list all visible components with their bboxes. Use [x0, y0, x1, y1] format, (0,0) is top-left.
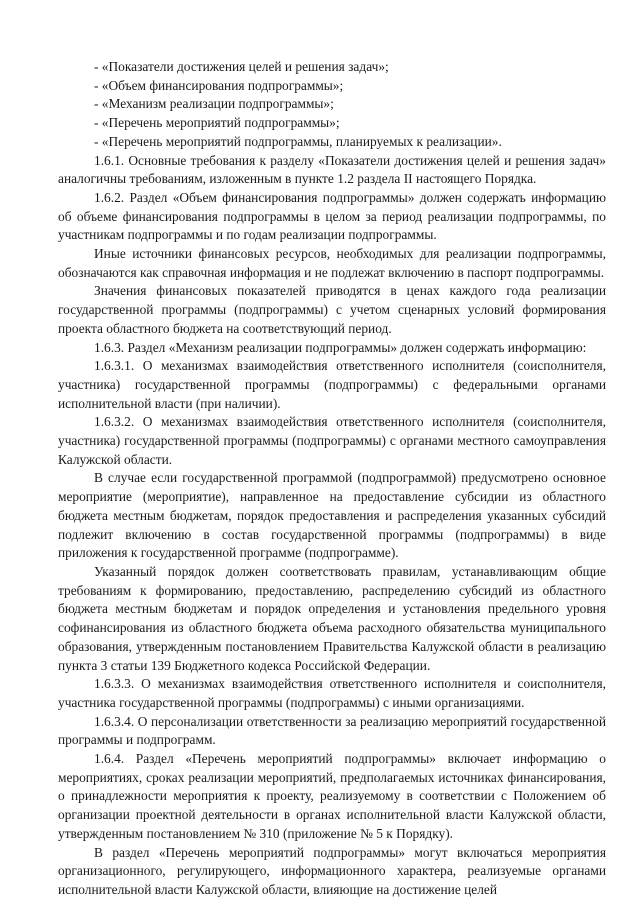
section-list	[94, 58, 606, 152]
paragraph-1-6-3: 1.6.3. Раздел «Механизм реализации подпрограммы» должен содержать информацию:	[94, 339, 587, 355]
paragraph-1-6-2: 1.6.2. Раздел «Объем финансирования подпрограммы» должен содержать информацию об объеме финансирования подпрограммы в целом за период реализации подпрограммы, по участникам подпрограммы и по годам реализации подпрограммы.	[58, 189, 606, 243]
paragraph-1-6-3-1: 1.6.3.1. О механизмах взаимодействия ответственного исполнителя (соисполнителя, участника) государственной программы (подпрограммы) с федеральными органами исполнительной власти (при наличии).	[58, 358, 606, 411]
paragraph-subsidies: В случае если государственной программой (подпрограммой) предусмотрено основное мероприятие (мероприятие), направленное на предоставление субсидии из областного бюджета местным бюджетам, порядок предоставления и распределения указанных субсидий подлежит включению в состав государственной программы (подпрограммы) в виде приложения к государственной программе (подпрограмме).	[58, 470, 606, 561]
list-item: - «Механизм реализации подпрограммы»;	[94, 96, 334, 112]
list-item: - «Показатели достижения целей и решения задач»;	[94, 59, 389, 74]
paragraph-1-6-1: 1.6.1. Основные требования к разделу «Показатели достижения целей и решения задач» аналогичны требованиям, изложенным в пункте 1.2 раздела II настоящего Порядка.	[58, 152, 606, 187]
paragraph-procedure: Указанный порядок должен соответствовать правилам, устанавливающим общие требованиям к формированию, предоставлению, распределению субсидий из областного бюджета местным бюджетам и порядок определения и установления предельного уровня софинансирования из областного бюджета объема расходного обязательства муниципального образования, утвержденным постановлением Правительства Калужской области в реализацию пункта 3 статьи 139 Бюджетного кодекса Российской Федерации.	[58, 563, 606, 673]
paragraph-1-6-3-3: 1.6.3.3. О механизмах взаимодействия ответственного исполнителя и соисполнителя, участника государственной программы (подпрограммы) с иными организациями.	[58, 676, 606, 710]
list-item: - «Объем финансирования подпрограммы»;	[94, 77, 344, 93]
list-item: - «Перечень мероприятий подпрограммы»;	[94, 115, 340, 131]
paragraph-other-sources: Иные источники финансовых ресурсов, необходимых для реализации подпрограммы, обозначаются как справочная информация и не подлежат включению в паспорт подпрограммы.	[58, 246, 606, 280]
paragraph-1-6-3-2: 1.6.3.2. О механизмах взаимодействия ответственного исполнителя (соисполнителя, участника) государственной программы (подпрограммы) с органами местного самоуправления Калужской области.	[58, 414, 606, 467]
document-page	[58, 58, 606, 900]
paragraph-1-6-3-4: 1.6.3.4. О персонализации ответственности за реализацию мероприятий государственной программы и подпрограмм.	[58, 713, 606, 748]
paragraph-financial-values: Значения финансовых показателей приводятся в ценах каждого года реализации государственной программы (подпрограммы) с учетом сценарных условий формирования проекта областного бюджета на соответствующий период.	[58, 283, 606, 336]
paragraph-measures: В раздел «Перечень мероприятий подпрограммы» могут включаться мероприятия организационного, регулирующего, информационного характера, реализуемые органами исполнительной власти Калужской области, влияющие на достижение целей	[58, 844, 606, 897]
paragraph-1-6-4: 1.6.4. Раздел «Перечень мероприятий подпрограммы» включает информацию о мероприятиях, сроках реализации мероприятий, предполагаемых источниках финансирования, о принадлежности мероприятия к проекту, реализуемому в соответствии с Положением об организации проектной деятельности в органах исполнительной власти Калужской области, утвержденным постановлением № 310 (приложение № 5 к Порядку).	[58, 751, 606, 841]
list-item: - «Перечень мероприятий подпрограммы, планируемых к реализации».	[94, 133, 502, 149]
